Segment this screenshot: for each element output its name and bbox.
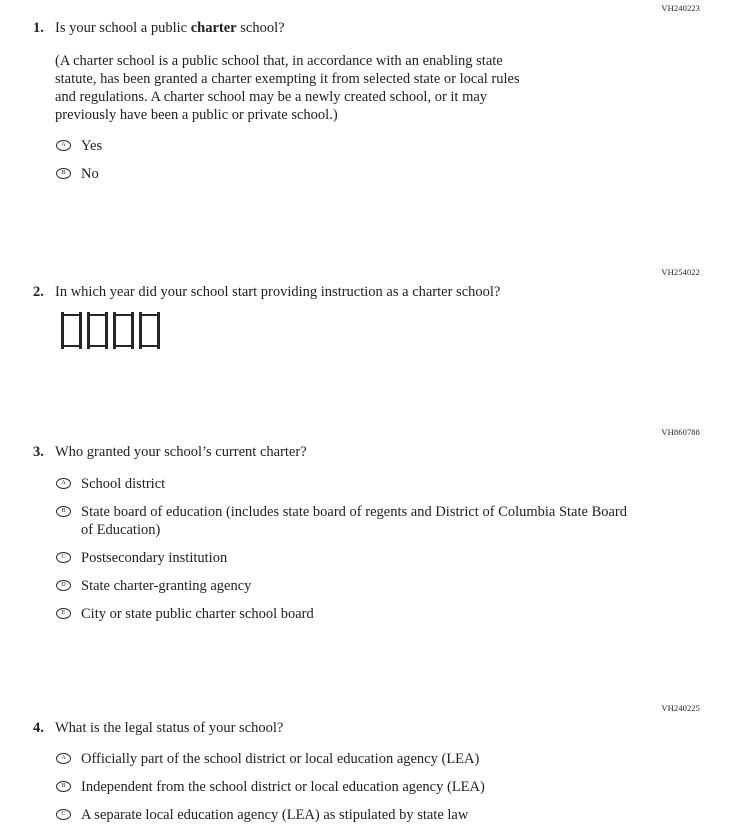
answer-bubble-a[interactable] [56, 140, 71, 151]
answer-bubble-b[interactable] [56, 781, 71, 792]
bubble-letter: E [61, 609, 66, 617]
option-label: No [81, 166, 99, 182]
option-independent[interactable] [55, 778, 752, 796]
question-id-code: VH240225 [661, 703, 700, 713]
option-label: Independent from the school district or local education agency (LEA) [81, 779, 485, 795]
question-body [55, 19, 752, 183]
question-id-code: VH860788 [661, 427, 700, 437]
question-prompt [55, 19, 752, 37]
question-code-row [0, 0, 752, 13]
answer-bubble-c[interactable] [56, 809, 71, 820]
question-prompt: What is the legal status of your school? [55, 720, 284, 736]
option-label: City or state public charter school board [81, 606, 314, 622]
definition-note [55, 52, 625, 124]
question-body [55, 443, 752, 623]
option-postsecondary[interactable] [55, 549, 752, 567]
options-list [55, 750, 752, 824]
answer-bubble-b[interactable] [56, 168, 71, 179]
note-line: and regulations. A charter school may be a newly created school, or it may [55, 89, 488, 105]
bubble-letter: B [61, 169, 66, 177]
option-label: State charter-granting agency [81, 578, 252, 594]
note-line: (A charter school is a public school that, in accordance with an enabling state [55, 53, 503, 69]
bubble-letter: A [61, 754, 66, 762]
option-state-board[interactable] [55, 503, 752, 539]
option-label: School district [81, 476, 166, 492]
bubble-letter: A [61, 141, 66, 149]
answer-bubble-d[interactable] [56, 580, 71, 591]
answer-bubble-c[interactable] [56, 552, 71, 563]
bubble-letter: C [61, 810, 66, 818]
year-digit-box-4[interactable] [142, 314, 157, 347]
prompt-text: school? [236, 20, 285, 36]
option-separate-lea[interactable] [55, 806, 752, 824]
question-id-code: VH240223 [661, 3, 700, 13]
year-entry-boxes [61, 312, 752, 349]
option-label: Officially part of the school district or local education agency (LEA) [81, 751, 480, 767]
bubble-letter: B [61, 782, 66, 790]
question-body [55, 283, 752, 349]
option-yes[interactable] [55, 137, 752, 155]
question-prompt: In which year did your school start providing instruction as a charter school? [55, 284, 501, 300]
note-line: statute, has been granted a charter exempting it from selected state or local rules [55, 71, 520, 87]
bubble-letter: A [61, 479, 66, 487]
question-number: 3. [33, 444, 44, 460]
bubble-letter: B [61, 507, 66, 515]
options-list [55, 137, 752, 183]
options-list [55, 475, 752, 623]
bubble-letter: C [61, 553, 66, 561]
question-code-row [0, 703, 752, 713]
question-number: 1. [33, 20, 44, 36]
answer-bubble-e[interactable] [56, 608, 71, 619]
option-no[interactable] [55, 165, 752, 183]
question-code-row [0, 267, 752, 277]
question-1 [0, 19, 752, 183]
prompt-text: Is your school a public [55, 20, 191, 36]
option-state-agency[interactable] [55, 577, 752, 595]
bubble-letter: D [61, 581, 66, 589]
question-number: 4. [33, 720, 44, 736]
option-label [81, 503, 627, 539]
option-label: A separate local education agency (LEA) as stipulated by state law [81, 807, 469, 823]
question-number: 2. [33, 284, 44, 300]
year-digit-box-1[interactable] [64, 314, 79, 347]
option-label: Yes [81, 138, 103, 154]
option-label-line: State board of education (includes state board of regents and District of Columbia State Board [81, 504, 628, 520]
option-charter-board[interactable] [55, 605, 752, 623]
question-body [55, 719, 752, 824]
answer-bubble-a[interactable] [56, 753, 71, 764]
note-line: previously have been a public or private school.) [55, 107, 338, 123]
question-3 [0, 443, 752, 623]
year-digit-box-2[interactable] [90, 314, 105, 347]
question-prompt: Who granted your school’s current charter? [55, 444, 307, 460]
question-id-code: VH254022 [661, 267, 700, 277]
question-code-row [0, 427, 752, 437]
year-digit-box-3[interactable] [116, 314, 131, 347]
option-label: Postsecondary institution [81, 550, 228, 566]
question-4 [0, 719, 752, 824]
option-label-line: of Education) [81, 522, 161, 538]
option-part-of-district[interactable] [55, 750, 752, 768]
option-school-district[interactable] [55, 475, 752, 493]
answer-bubble-a[interactable] [56, 478, 71, 489]
answer-bubble-b[interactable] [56, 506, 71, 517]
prompt-emphasis: charter [190, 20, 237, 36]
question-2 [0, 283, 752, 349]
